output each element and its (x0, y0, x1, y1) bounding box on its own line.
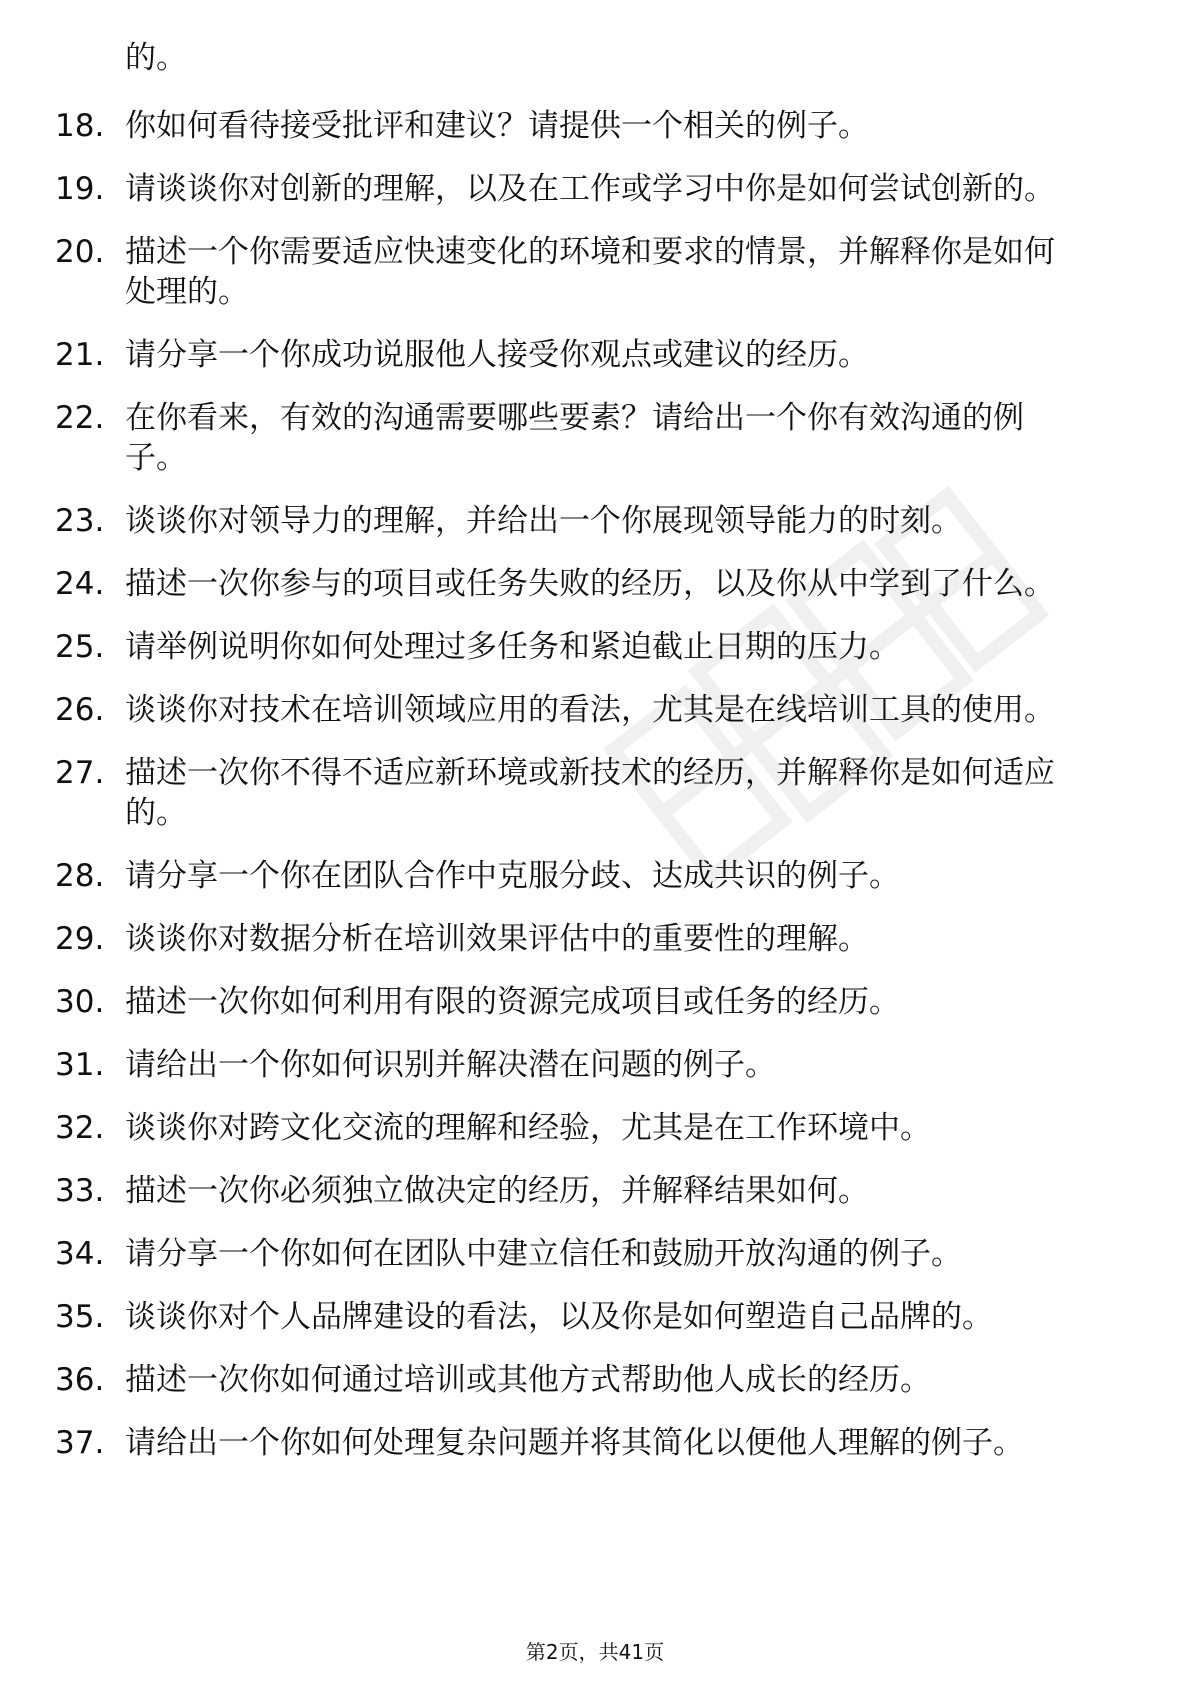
item-number: 21. (55, 337, 105, 373)
item-text: 描述一次你如何通过培训或其他方式帮助他人成长的经历。 (125, 1362, 931, 1398)
item-number: 19. (55, 171, 105, 207)
item-number: 22. (55, 400, 105, 436)
list-item (0, 753, 1190, 833)
item-text: 请举例说明你如何处理过多任务和紧迫截止日期的压力。 (125, 629, 900, 665)
list-item (0, 501, 1190, 541)
list-item (0, 919, 1190, 959)
list-item (0, 232, 1190, 312)
item-number: 29. (55, 921, 105, 957)
item-number: 20. (55, 234, 105, 270)
item-text: 请分享一个你成功说服他人接受你观点或建议的经历。 (125, 337, 869, 373)
item-text: 在你看来，有效的沟通需要哪些要素？请给出一个你有效沟通的例子。 (125, 400, 1024, 476)
list-item (0, 106, 1190, 146)
list-item (0, 982, 1190, 1022)
item-number: 27. (55, 755, 105, 791)
list-item (0, 1297, 1190, 1337)
item-number: 24. (55, 566, 105, 602)
item-text: 谈谈你对个人品牌建设的看法，以及你是如何塑造自己品牌的。 (125, 1299, 993, 1335)
question-list (0, 38, 1190, 1486)
list-item (0, 169, 1190, 209)
item-number: 28. (55, 858, 105, 894)
list-item (0, 1360, 1190, 1400)
item-text: 描述一次你如何利用有限的资源完成项目或任务的经历。 (125, 984, 900, 1020)
item-text: 请分享一个你如何在团队中建立信任和鼓励开放沟通的例子。 (125, 1236, 962, 1272)
item-number: 23. (55, 503, 105, 539)
item-text: 谈谈你对领导力的理解，并给出一个你展现领导能力的时刻。 (125, 503, 962, 539)
item-number: 36. (55, 1362, 105, 1398)
continuation-text: 的。 (125, 40, 187, 76)
page-number: 第2页，共41页 (525, 1640, 665, 1664)
list-item (0, 398, 1190, 478)
list-item (0, 690, 1190, 730)
list-item (0, 335, 1190, 375)
item-text: 请给出一个你如何识别并解决潜在问题的例子。 (125, 1047, 776, 1083)
item-number: 33. (55, 1173, 105, 1209)
list-item (0, 627, 1190, 667)
item-text: 请谈谈你对创新的理解，以及在工作或学习中你是如何尝试创新的。 (125, 171, 1055, 207)
list-item (0, 564, 1190, 604)
item-text: 谈谈你对技术在培训领域应用的看法，尤其是在线培训工具的使用。 (125, 692, 1055, 728)
item-text: 请给出一个你如何处理复杂问题并将其简化以便他人理解的例子。 (125, 1425, 1024, 1461)
item-text: 请分享一个你在团队合作中克服分歧、达成共识的例子。 (125, 858, 900, 894)
item-number: 18. (55, 108, 105, 144)
item-number: 26. (55, 692, 105, 728)
item-text: 描述一个你需要适应快速变化的环境和要求的情景，并解释你是如何处理的。 (125, 234, 1055, 310)
item-number: 31. (55, 1047, 105, 1083)
list-item (0, 1234, 1190, 1274)
item-text: 描述一次你不得不适应新环境或新技术的经历，并解释你是如何适应的。 (125, 755, 1055, 831)
item-number: 32. (55, 1110, 105, 1146)
item-text: 描述一次你必须独立做决定的经历，并解释结果如何。 (125, 1173, 869, 1209)
item-number: 25. (55, 629, 105, 665)
item-number: 37. (55, 1425, 105, 1461)
list-item (0, 1171, 1190, 1211)
item-text: 谈谈你对跨文化交流的理解和经验，尤其是在工作环境中。 (125, 1110, 931, 1146)
list-item (0, 856, 1190, 896)
item-number: 34. (55, 1236, 105, 1272)
item-text: 你如何看待接受批评和建议？请提供一个相关的例子。 (125, 108, 869, 144)
list-item (0, 1108, 1190, 1148)
list-item (0, 1423, 1190, 1463)
item-number: 30. (55, 984, 105, 1020)
item-number: 35. (55, 1299, 105, 1335)
item-text: 描述一次你参与的项目或任务失败的经历，以及你从中学到了什么。 (125, 566, 1055, 602)
item-text: 谈谈你对数据分析在培训效果评估中的重要性的理解。 (125, 921, 869, 957)
list-item (0, 1045, 1190, 1085)
